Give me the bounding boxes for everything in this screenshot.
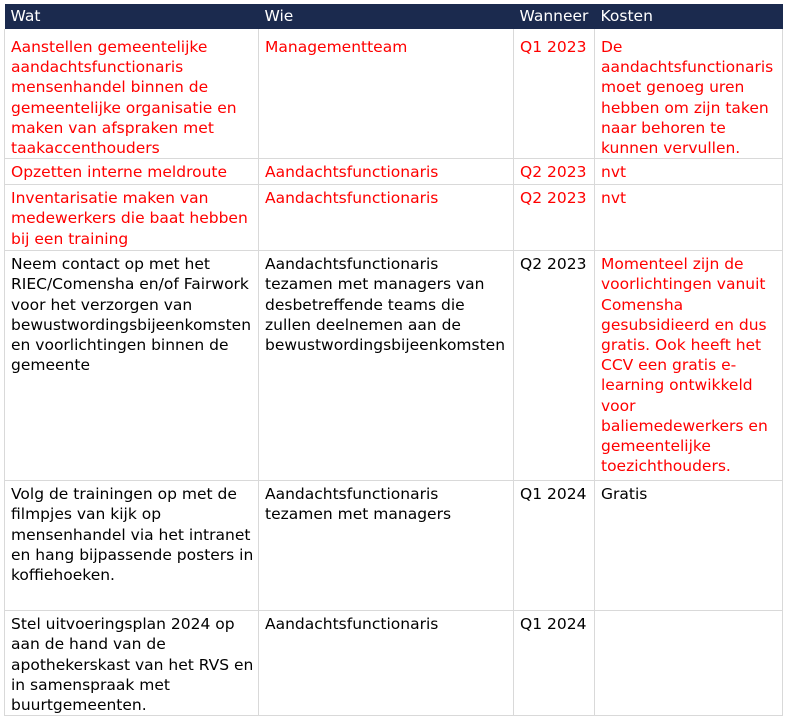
header-wie: Wie: [259, 4, 514, 29]
cell-wanneer: Q1 2023: [514, 29, 595, 159]
cell-wat: Stel uitvoeringsplan 2024 op aan de hand van de apothekerskast van het RVS en in samenspraak met buurtgemeenten.: [5, 611, 259, 716]
cell-wanneer: Q1 2024: [514, 611, 595, 716]
cell-wie: Aandachtsfunctionaris tezamen met managers: [259, 481, 514, 611]
cell-wat: Aanstellen gemeentelijke aandachtsfunctionaris mensenhandel binnen de gemeentelijke organisatie en maken van afspraken met taakaccenthouders: [5, 29, 259, 159]
header-wat: Wat: [5, 4, 259, 29]
cell-wanneer: Q2 2023: [514, 159, 595, 185]
cell-kosten: De aandachtsfunctionaris moet genoeg uren hebben om zijn taken naar behoren te kunnen vervullen.: [595, 29, 783, 159]
cell-wie: Aandachtsfunctionaris: [259, 611, 514, 716]
action-plan-table: [4, 4, 783, 716]
cell-wat: Volg de trainingen op met de filmpjes van kijk op mensenhandel via het intranet en hang bijpassende posters in koffiehoeken.: [5, 481, 259, 611]
table-row: [5, 29, 783, 159]
cell-wat: Opzetten interne meldroute: [5, 159, 259, 185]
cell-wie: Aandachtsfunctionaris: [259, 159, 514, 185]
table-row: [5, 611, 783, 716]
cell-kosten: [595, 611, 783, 716]
cell-wat: Neem contact op met het RIEC/Comensha en/of Fairwork voor het verzorgen van bewustwordingsbijeenkomsten en voorlichtingen binnen de gemeente: [5, 251, 259, 481]
header-kosten: Kosten: [595, 4, 783, 29]
table-header-row: [5, 4, 783, 29]
cell-kosten: Momenteel zijn de voorlichtingen vanuit Comensha gesubsidieerd en dus gratis. Ook heeft het CCV een gratis e-learning ontwikkeld voor baliemedewerkers en gemeentelijke toezichthouders.: [595, 251, 783, 481]
cell-wat: Inventarisatie maken van medewerkers die baat hebben bij een training: [5, 185, 259, 251]
cell-wie: Aandachtsfunctionaris: [259, 185, 514, 251]
cell-kosten: Gratis: [595, 481, 783, 611]
table-row: [5, 251, 783, 481]
table-row: [5, 481, 783, 611]
table-row: [5, 159, 783, 185]
cell-kosten: nvt: [595, 159, 783, 185]
cell-wie: Aandachtsfunctionaris tezamen met managers van desbetreffende teams die zullen deelnemen aan de bewustwordingsbijeenkomsten: [259, 251, 514, 481]
cell-kosten: nvt: [595, 185, 783, 251]
cell-wanneer: Q1 2024: [514, 481, 595, 611]
cell-wie: Managementteam: [259, 29, 514, 159]
table-row: [5, 185, 783, 251]
cell-wanneer: Q2 2023: [514, 185, 595, 251]
cell-wanneer: Q2 2023: [514, 251, 595, 481]
header-wanneer: Wanneer: [514, 4, 595, 29]
